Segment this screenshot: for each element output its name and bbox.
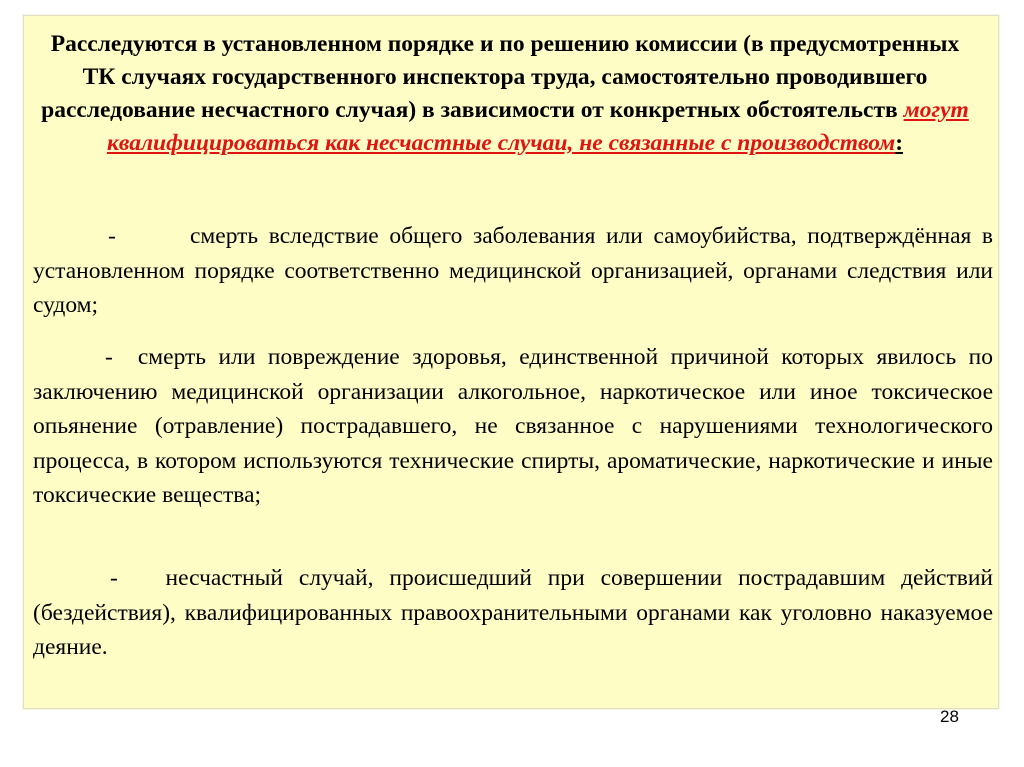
list-item-text: смерть вследствие общего заболевания или самоубийства, подтверждённая в установленном порядке соответственно медицинской организацией, органами следствия или судом; [33, 223, 993, 318]
lead-paragraph [33, 28, 977, 160]
list-item [33, 219, 993, 323]
list-item [33, 561, 993, 665]
list-item-text: несчастный случай, происшедший при совершении пострадавшим действий (бездействия), квалифицированных правоохранительными органами как уголовно наказуемое деяние. [33, 565, 994, 660]
list-item-dash: - [110, 565, 166, 591]
list-item-dash: - [108, 223, 190, 249]
page-number: 28 [940, 707, 959, 726]
list-item-dash: - [105, 344, 138, 370]
list-item [33, 340, 993, 513]
highlighted-phrase: могут квалифицироваться как несчастные случаи, не связанные с производством [106, 97, 969, 156]
lead-text: Расследуются в установленном порядке и по решению комиссии (в предусмотренных ТК случаях государственного инспектора труда, самостоятельно проводившего расследование несчастного случая) в зависимости от конкретных обстоятельств [41, 31, 960, 123]
list-item-text: смерть или повреждение здоровья, единственной причиной которых явилось по заключению медицинской организации алкогольное, наркотическое или иное токсическое опьянение (отравление) пострадавшего, не связанное с нарушениями технологического процесса, в котором используются технические спирты, ароматические, наркотические и иные токсические вещества; [33, 344, 993, 508]
lead-colon: : [895, 130, 904, 156]
